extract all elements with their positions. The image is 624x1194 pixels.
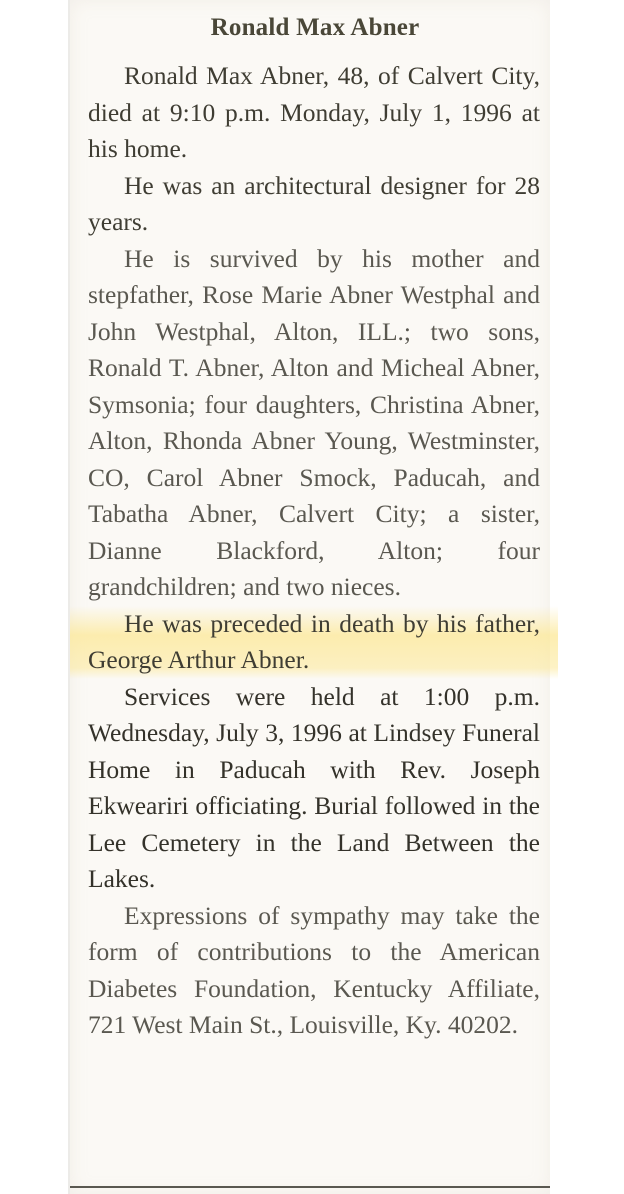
bottom-rule bbox=[70, 1186, 550, 1188]
obituary-paragraph-survivors: He is survived by his mother and stepfather, Rose Marie Abner Westphal and John Westphal, Alton, ILL.; two sons, Ronald T. Abner, Alton and Micheal Abner, Symsonia; four daughters, Christina Abner, Alton, Rhonda Abner Young, Westminster, CO, Carol Abner Smock, Paducah, and Tabatha Abner, Calvert City; a sister, Dianne Blackford, Alton; four grandchildren; and two nieces. bbox=[88, 243, 540, 601]
obituary-paragraph-preceded: He was preceded in death by his father, George Arthur Abner. bbox=[70, 606, 558, 679]
obituary-paragraph-sympathy: Expressions of sympathy may take the form of contributions to the American Diabetes Foundation, Kentucky Affiliate, 721 West Main St., Louisville, Ky. 40202. bbox=[88, 900, 540, 1039]
obituary-paragraph-career: He was an architectural designer for 28 years. bbox=[88, 170, 540, 236]
obituary-headline: Ronald Max Abner bbox=[210, 14, 420, 41]
obituary-body bbox=[88, 58, 540, 1044]
obituary-paragraph-services: Services were held at 1:00 p.m. Wednesday, July 3, 1996 at Lindsey Funeral Home in Paducah with Rev. Joseph Ekweariri officiating. Burial followed in the Lee Cemetery in the Land Between the Lakes. bbox=[88, 681, 540, 893]
obituary-paragraph-death: Ronald Max Abner, 48, of Calvert City, died at 9:10 p.m. Monday, July 1, 1996 at his home. bbox=[88, 61, 540, 163]
